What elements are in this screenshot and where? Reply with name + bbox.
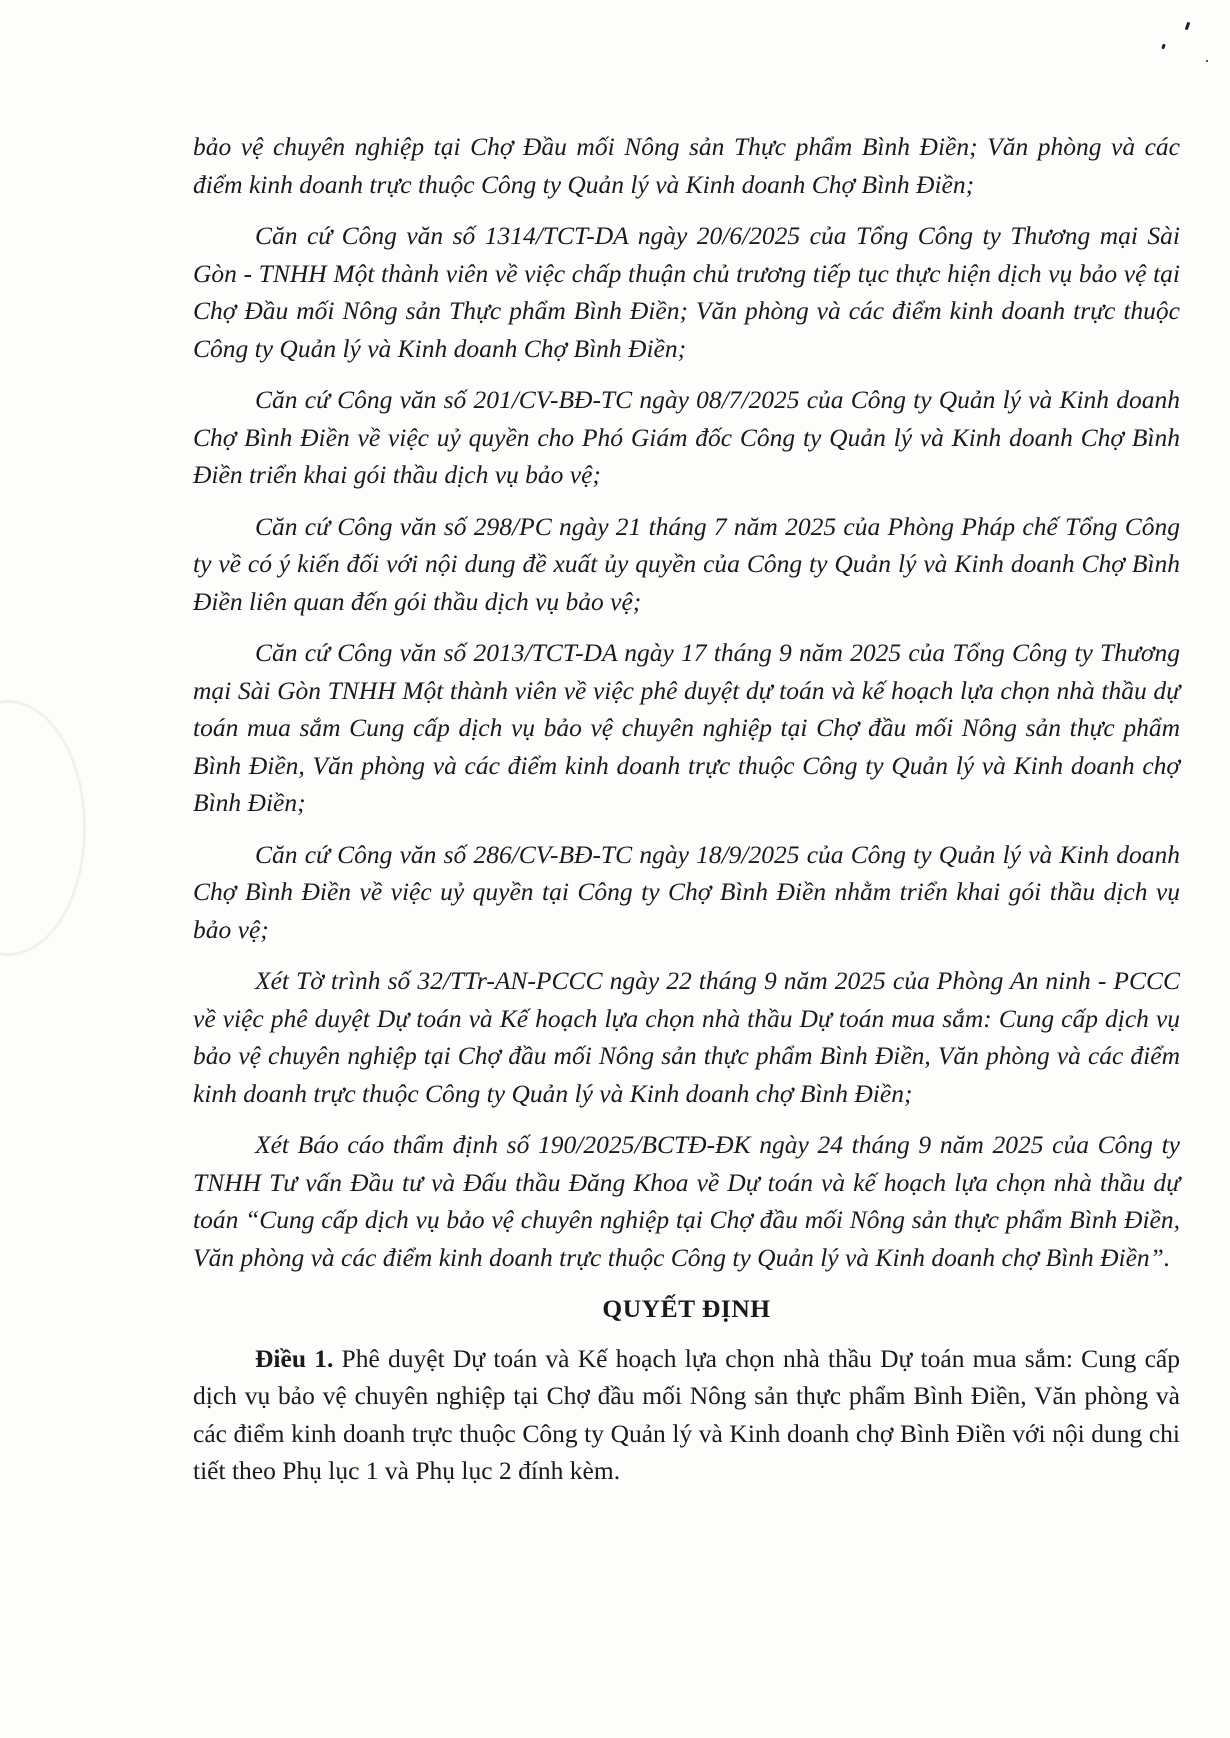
consideration-submission-32: Xét Tờ trình số 32/TTr-AN-PCCC ngày 22 tháng 9 năm 2025 của Phòng An ninh - PCCC về việc phê duyệt Dự toán và Kế hoạch lựa chọn nhà thầu Dự toán mua sắm: Cung cấp dịch vụ bảo vệ chuyên nghiệp tại Chợ đầu mối Nông sản thực phẩm Bình Điền, Văn phòng và các điểm kinh doanh trực thuộc Công ty Quản lý và Kinh doanh chợ Bình Điền; — [193, 966, 1180, 1108]
legal-basis-1314: Căn cứ Công văn số 1314/TCT-DA ngày 20/6/2025 của Tổng Công ty Thương mại Sài Gòn - TNHH Một thành viên về việc chấp thuận chủ trương tiếp tục thực hiện dịch vụ bảo vệ tại Chợ Đầu mối Nông sản Thực phẩm Bình Điền; Văn phòng và các điểm kinh doanh trực thuộc Công ty Quản lý và Kinh doanh Chợ Bình Điền; — [193, 221, 1180, 363]
scan-speck — [1185, 22, 1191, 31]
legal-basis-286: Căn cứ Công văn số 286/CV-BĐ-TC ngày 18/9/2025 của Công ty Quản lý và Kinh doanh Chợ Bình Điền về việc uỷ quyền tại Công ty Chợ Bình Điền nhằm triển khai gói thầu dịch vụ bảo vệ; — [193, 839, 1180, 944]
scan-speck — [1161, 44, 1166, 50]
article-1 — [193, 1340, 1180, 1490]
continued-paragraph: bảo vệ chuyên nghiệp tại Chợ Đầu mối Nông sản Thực phẩm Bình Điền; Văn phòng và các điểm kinh doanh trực thuộc Công ty Quản lý và Kinh doanh Chợ Bình Điền; — [193, 132, 1180, 199]
legal-basis-298: Căn cứ Công văn số 298/PC ngày 21 tháng 7 năm 2025 của Phòng Pháp chế Tổng Công ty về có ý kiến đối với nội dung đề xuất ủy quyền của Công ty Quản lý và Kinh doanh Chợ Bình Điền liên quan đến gói thầu dịch vụ bảo vệ; — [193, 511, 1180, 616]
legal-basis-2013: Căn cứ Công văn số 2013/TCT-DA ngày 17 tháng 9 năm 2025 của Tổng Công ty Thương mại Sài Gòn TNHH Một thành viên về việc phê duyệt dự toán và kế hoạch lựa chọn nhà thầu dự toán mua sắm Cung cấp dịch vụ bảo vệ chuyên nghiệp tại Chợ đầu mối Nông sản thực phẩm Bình Điền, Văn phòng và các điểm kinh doanh trực thuộc Công ty Quản lý và Kinh doanh chợ Bình Điền; — [193, 638, 1180, 817]
faded-seal-stamp — [0, 700, 86, 956]
decision-heading: QUYẾT ĐỊNH — [602, 1294, 771, 1323]
document-body — [193, 128, 1180, 1490]
consideration-appraisal-190: Xét Báo cáo thẩm định số 190/2025/BCTĐ-ĐK ngày 24 tháng 9 năm 2025 của Công ty TNHH Tư vấn Đầu tư và Đấu thầu Đăng Khoa về Dự toán và kế hoạch lựa chọn nhà thầu dự toán “Cung cấp dịch vụ bảo vệ chuyên nghiệp tại Chợ đầu mối Nông sản thực phẩm Bình Điền, Văn phòng và các điểm kinh doanh trực thuộc Công ty Quản lý và Kinh doanh chợ Bình Điền”. — [193, 1130, 1180, 1272]
article-1-text: Phê duyệt Dự toán và Kế hoạch lựa chọn nhà thầu Dự toán mua sắm: Cung cấp dịch vụ bảo vệ chuyên nghiệp tại Chợ đầu mối Nông sản thực phẩm Bình Điền, Văn phòng và các điểm kinh doanh trực thuộc Công ty Quản lý và Kinh doanh chợ Bình Điền với nội dung chi tiết theo Phụ lục 1 và Phụ lục 2 đính kèm. — [193, 1343, 1181, 1485]
scan-speck — [1206, 60, 1209, 63]
article-1-label: Điều 1. — [255, 1343, 334, 1373]
legal-basis-201: Căn cứ Công văn số 201/CV-BĐ-TC ngày 08/7/2025 của Công ty Quản lý và Kinh doanh Chợ Bình Điền về việc uỷ quyền cho Phó Giám đốc Công ty Quản lý và Kinh doanh Chợ Bình Điền triển khai gói thầu dịch vụ bảo vệ; — [193, 385, 1180, 489]
